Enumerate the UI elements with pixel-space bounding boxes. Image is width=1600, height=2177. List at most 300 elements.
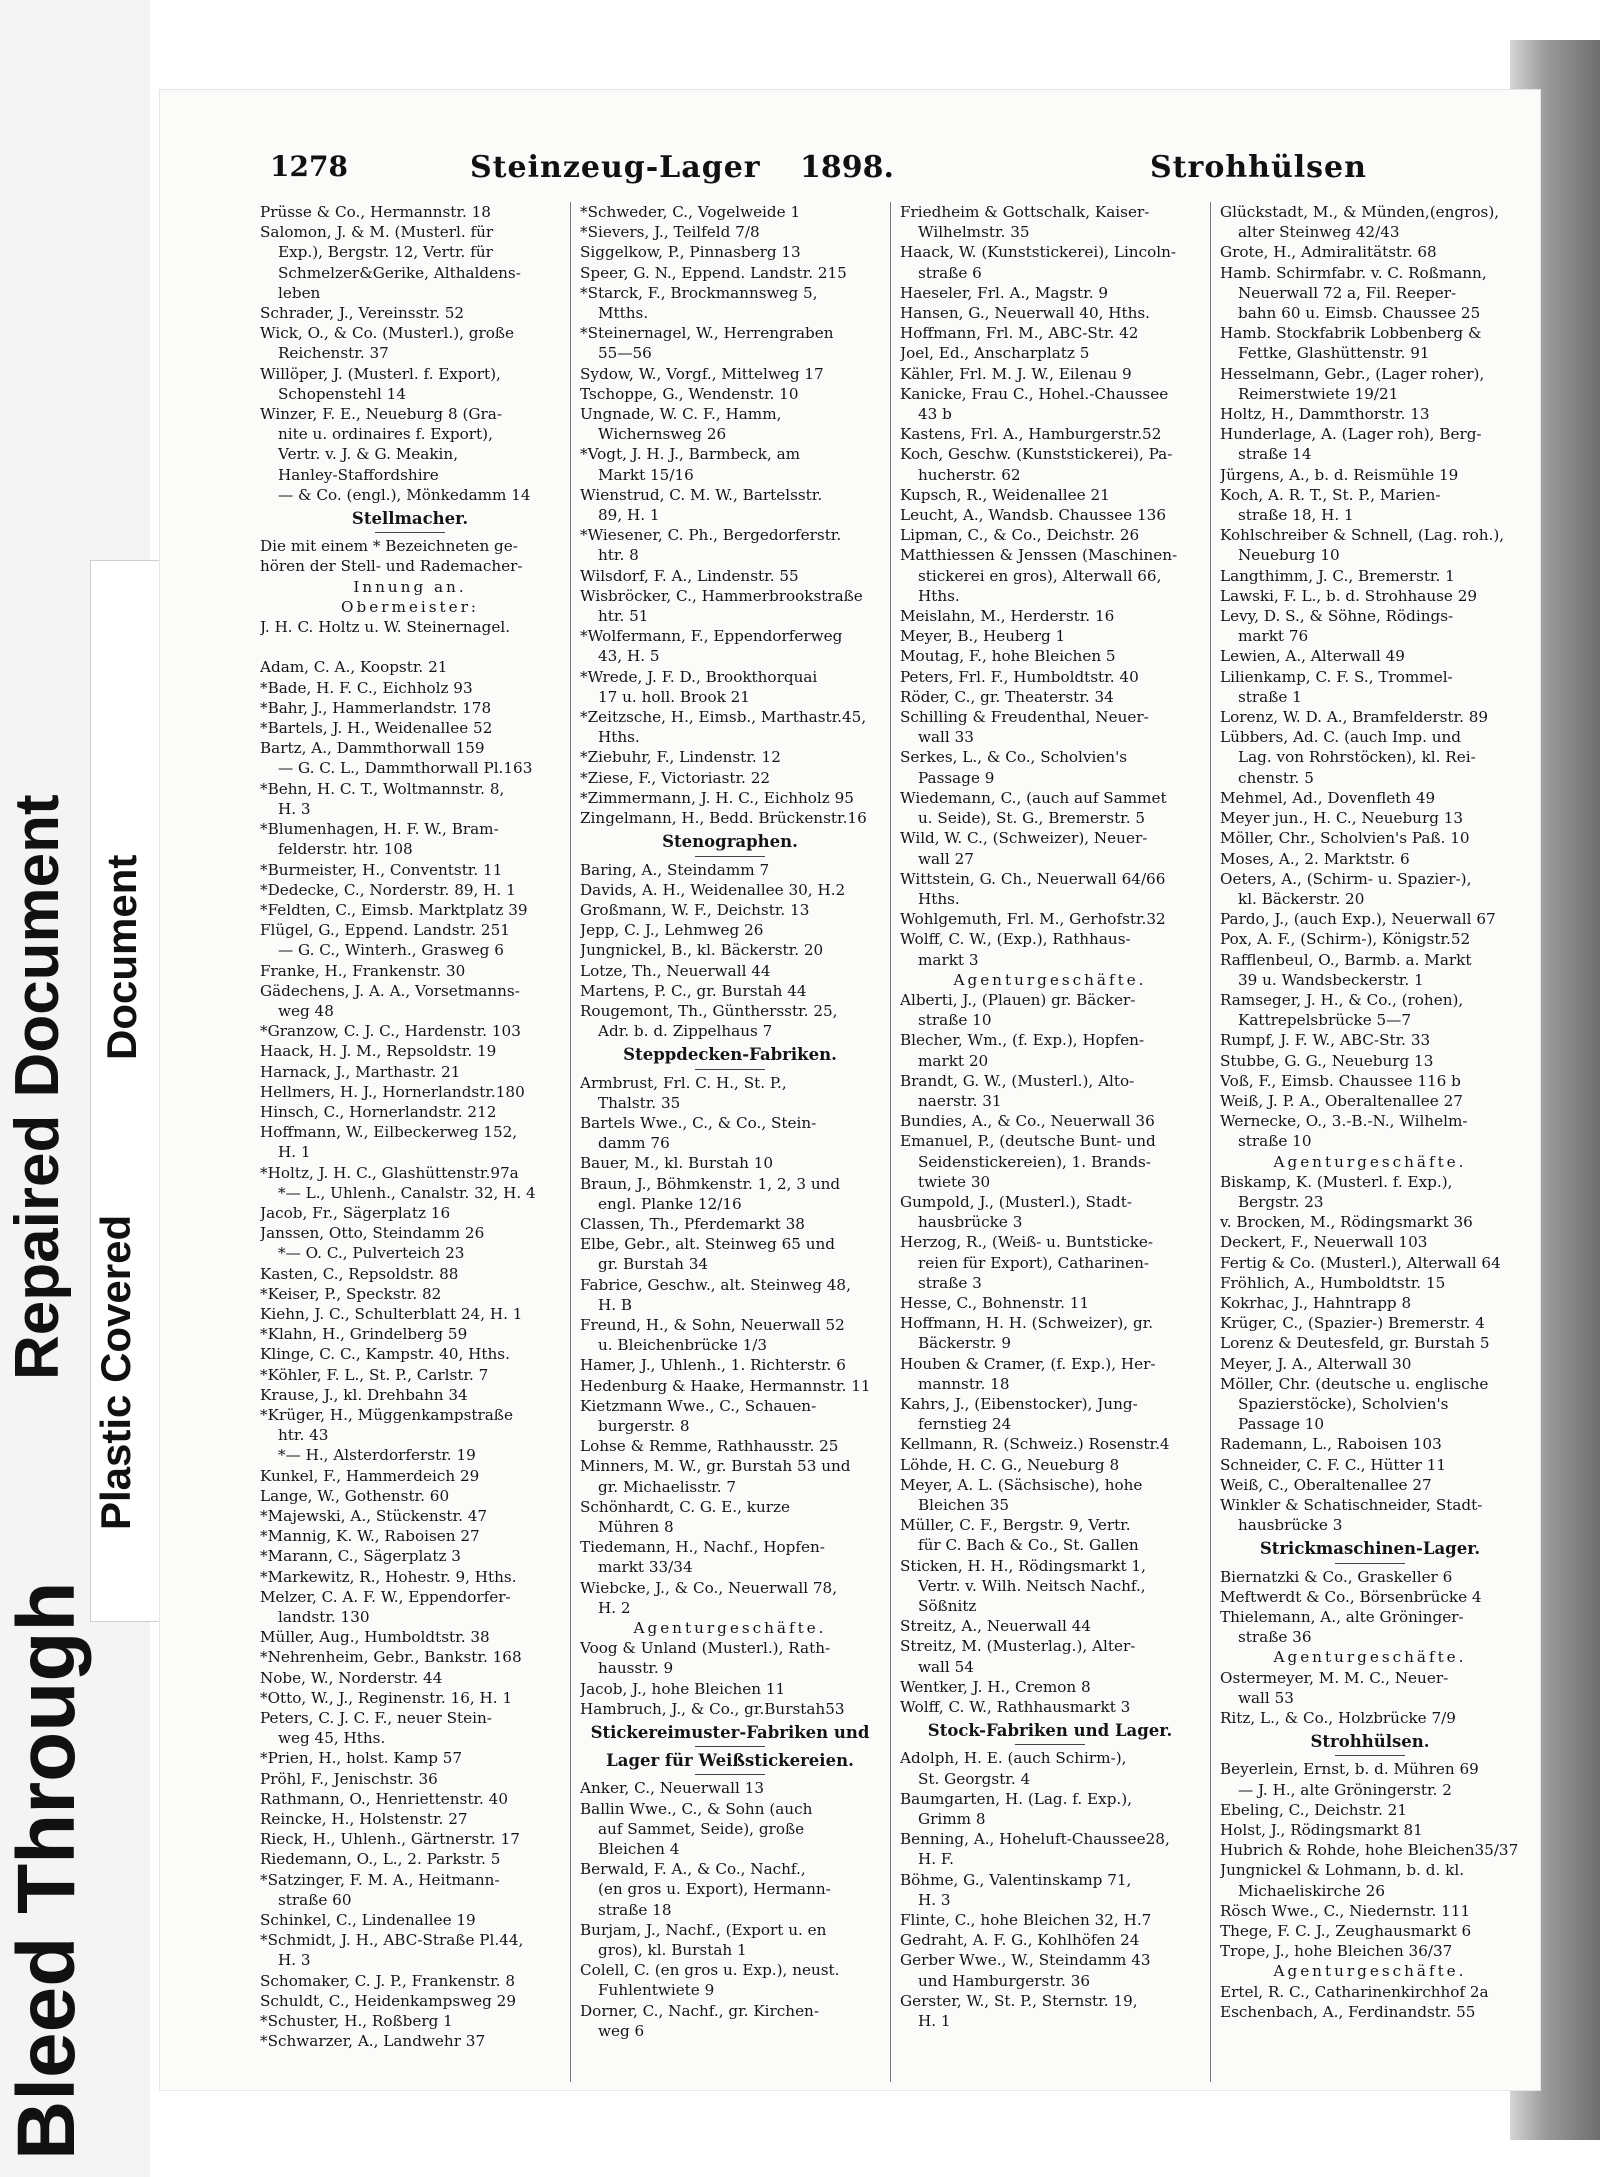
directory-entry-line: Gädechens, J. A. A., Vorsetmanns- (260, 981, 520, 1000)
directory-entry-line: Emanuel, P., (deutsche Bunt- und (900, 1132, 1156, 1151)
directory-entry-line: *Prien, H., holst. Kamp 57 (260, 1749, 463, 1768)
directory-entry-line: Schinkel, C., Lindenallee 19 (260, 1911, 476, 1930)
directory-entry-line: Tiedemann, H., Nachf., Hopfen- (580, 1538, 825, 1557)
directory-entry-line: Levy, D. S., & Söhne, Rödings- (1220, 607, 1454, 626)
directory-entry-line: Lorenz, W. D. A., Bramfelderstr. 89 (1220, 708, 1489, 727)
directory-entry-line: Hanley-Staffordshire (278, 465, 439, 484)
directory-entry-line: Voog & Unland (Musterl.), Rath- (580, 1639, 831, 1658)
directory-entry-line: Weiß, C., Oberaltenallee 27 (1220, 1475, 1432, 1494)
directory-entry-line: Kupsch, R., Weidenallee 21 (900, 485, 1110, 504)
directory-entry-line: Adam, C. A., Koopstr. 21 (260, 658, 448, 677)
directory-entry-line: Schomaker, C. J. P., Frankenstr. 8 (260, 1971, 516, 1990)
directory-entry-line: Gerster, W., St. P., Sternstr. 19, (900, 1991, 1138, 2010)
directory-entry-line: Röder, C., gr. Theaterstr. 34 (900, 687, 1114, 706)
directory-entry-line: Neuerwall 72 a, Fil. Reeper- (1238, 283, 1457, 302)
directory-entry-line: Riedemann, O., L., 2. Parkstr. 5 (260, 1850, 501, 1869)
plastic-covered-label: Plastic Covered (92, 1214, 139, 1530)
directory-entry-line: Gedraht, A. F. G., Kohlhöfen 24 (900, 1931, 1140, 1950)
directory-entry-line: *Wrede, J. F. D., Brookthorquai (580, 667, 818, 686)
directory-entry-line: Streitz, A., Neuerwall 44 (900, 1617, 1092, 1636)
directory-entry-line: htr. 51 (598, 607, 649, 626)
directory-entry-line: straße 6 (918, 263, 982, 282)
directory-entry-line: Fettke, Glashüttenstr. 91 (1238, 344, 1430, 363)
directory-entry-line: Kunkel, F., Hammerdeich 29 (260, 1466, 480, 1485)
directory-entry-line: Benning, A., Hoheluft-Chaussee28, (900, 1830, 1170, 1849)
directory-entry-line: Hansen, G., Neuerwall 40, Hths. (900, 304, 1151, 323)
directory-entry-line: Wolff, C. W., Rathhausmarkt 3 (900, 1698, 1131, 1717)
directory-entry-line: *Feldten, C., Eimsb. Marktplatz 39 (260, 900, 528, 919)
directory-entry-line: Biernatzki & Co., Graskeller 6 (1220, 1567, 1453, 1586)
directory-entry-line: Kietzmann Wwe., C., Schauen- (580, 1396, 817, 1415)
document-label: Document (98, 854, 145, 1060)
directory-entry-line: *Otto, W., J., Reginenstr. 16, H. 1 (260, 1688, 513, 1707)
directory-entry-line: Seidenstickereien), 1. Brands- (918, 1152, 1151, 1171)
directory-entry-line: Eschenbach, A., Ferdinandstr. 55 (1220, 2002, 1476, 2021)
column-2 (580, 202, 880, 2082)
directory-entry-line: *Ziebuhr, F., Lindenstr. 12 (580, 748, 781, 767)
directory-entry-line: htr. 43 (278, 1426, 329, 1445)
directory-entry-line: *Markewitz, R., Hohestr. 9, Hths. (260, 1567, 517, 1586)
directory-entry-line: Michaeliskirche 26 (1238, 1881, 1385, 1900)
directory-entry-line: Salomon, J. & M. (Musterl. für (260, 223, 494, 242)
directory-entry-line: Davids, A. H., Weidenallee 30, H.2 (580, 880, 846, 899)
directory-entry-line: Jürgens, A., b. d. Reismühle 19 (1220, 465, 1459, 484)
heading-rule (695, 1774, 765, 1775)
directory-entry-line: twiete 30 (918, 1172, 991, 1191)
directory-entry-line: *Wiesener, C. Ph., Bergedorferstr. (580, 526, 842, 545)
directory-entry-line: H. 3 (278, 799, 311, 818)
directory-entry-line: — & Co. (engl.), Mönkedamm 14 (278, 485, 531, 504)
directory-entry-line: H. 2 (598, 1598, 631, 1617)
directory-entry-line: Armbrust, Frl. C. H., St. P., (580, 1073, 787, 1092)
directory-entry-line: engl. Planke 12/16 (598, 1194, 742, 1213)
directory-entry-line: Bleichen 35 (918, 1496, 1010, 1514)
directory-entry-line: Vertr. v. J. & G. Meakin, (278, 445, 459, 464)
directory-entry-line: Leucht, A., Wandsb. Chaussee 136 (900, 506, 1166, 525)
directory-entry-line: *Schwarzer, A., Landwehr 37 (260, 2032, 486, 2051)
directory-entry-line: Ungnade, W. C. F., Hamm, (580, 405, 782, 424)
directory-entry-line: Lewien, A., Alterwall 49 (1220, 647, 1405, 666)
heading-rule (695, 1746, 765, 1747)
directory-entry-line: Moses, A., 2. Marktstr. 6 (1220, 849, 1410, 868)
directory-entry-line: Joel, Ed., Anscharplatz 5 (900, 344, 1090, 363)
directory-entry-line: Wichernsweg 26 (598, 425, 727, 444)
directory-entry-line: Rafflenbeul, O., Barmb. a. Markt (1220, 950, 1472, 969)
directory-entry-line: *Schweder, C., Vogelweide 1 (580, 203, 801, 221)
directory-entry-line: Wolff, C. W., (Exp.), Rathhaus- (900, 930, 1131, 949)
directory-entry-line: *Keiser, P., Speckstr. 82 (260, 1284, 442, 1303)
directory-entry-line: Holtz, H., Dammthorstr. 13 (1220, 405, 1430, 424)
directory-entry-line: Classen, Th., Pferdemarkt 38 (580, 1214, 805, 1233)
directory-entry-line: Fuhlentwiete 9 (598, 1981, 715, 2000)
directory-entry-line: hausstr. 9 (598, 1659, 674, 1678)
directory-entry-line: Blecher, Wm., (f. Exp.), Hopfen- (900, 1031, 1145, 1050)
directory-entry-line: Rathmann, O., Henriettenstr. 40 (260, 1789, 509, 1808)
directory-entry-line: Glückstadt, M., & Münden,(engros), (1220, 203, 1500, 221)
directory-entry-line: Harnack, J., Marthastr. 21 (260, 1062, 461, 1081)
directory-entry-line: Neueburg 10 (1238, 546, 1340, 565)
directory-entry-line: Gerber Wwe., W., Steindamm 43 (900, 1951, 1151, 1970)
directory-entry-line: Franke, H., Frankenstr. 30 (260, 961, 466, 980)
directory-entry-line: Kattrepelsbrücke 5—7 (1238, 1011, 1412, 1030)
directory-entry-line: *Behn, H. C. T., Woltmannstr. 8, (260, 779, 505, 798)
directory-entry-line: Kähler, Frl. M. J. W., Eilenau 9 (900, 364, 1132, 383)
directory-entry-line: *— H., Alsterdorferstr. 19 (278, 1446, 476, 1465)
directory-entry-line: Meftwerdt & Co., Börsenbrücke 4 (1220, 1587, 1482, 1606)
directory-entry-line: burgerstr. 8 (598, 1416, 690, 1435)
directory-entry-line: Grimm 8 (918, 1810, 986, 1829)
directory-entry-line: Adolph, H. E. (auch Schirm-), (900, 1749, 1127, 1768)
directory-entry-line: Haeseler, Frl. A., Magstr. 9 (900, 283, 1109, 302)
directory-entry-line (260, 637, 560, 657)
directory-entry-line: Lorenz & Deutesfeld, gr. Burstah 5 (1220, 1334, 1490, 1353)
directory-entry-line: Vertr. v. Wilh. Neitsch Nachf., (918, 1576, 1146, 1595)
directory-entry-line: markt 76 (1238, 627, 1309, 646)
directory-entry-line: Siggelkow, P., Pinnasberg 13 (580, 243, 801, 262)
directory-entry-line: Wiebcke, J., & Co., Neuerwall 78, (580, 1578, 838, 1597)
directory-entry-line: Wisbröcker, C., Hammerbrookstraße (580, 586, 863, 605)
subsection-heading: Agenturgeschäfte. (1273, 1962, 1467, 1981)
directory-entry-line: Hesselmann, Gebr., (Lager roher), (1220, 364, 1485, 383)
directory-entry-line: *Majewski, A., Stückenstr. 47 (260, 1507, 488, 1525)
directory-entry-line: Hths. (598, 728, 640, 747)
directory-entry-line: kl. Bäckerstr. 20 (1238, 889, 1365, 908)
directory-entry-line: Innung an. (353, 577, 467, 596)
directory-entry-line: straße 3 (918, 1273, 982, 1292)
running-head-right: Strohhülsen (1150, 150, 1367, 185)
directory-entry-line: Meislahn, M., Herderstr. 16 (900, 607, 1115, 626)
directory-entry-line: Zingelmann, H., Bedd. Brückenstr.16 (580, 809, 867, 828)
directory-entry-line: *Zeitzsche, H., Eimsb., Marthastr.45, (580, 708, 867, 727)
directory-entry-line: Jungnickel, B., kl. Bäckerstr. 20 (580, 941, 824, 960)
directory-entry-line: H. F. (918, 1850, 954, 1869)
directory-entry-line: H. 1 (278, 1143, 311, 1162)
directory-entry-line: *Vogt, J. H. J., Barmbeck, am (580, 445, 801, 464)
directory-entry-line: *Zimmermann, J. H. C., Eichholz 95 (580, 788, 854, 807)
directory-entry-line: Passage 10 (1238, 1415, 1325, 1434)
directory-entry-line: Matthiessen & Jenssen (Maschinen- (900, 546, 1178, 565)
directory-entry-line: Baumgarten, H. (Lag. f. Exp.), (900, 1789, 1132, 1808)
heading-rule (1335, 1755, 1405, 1756)
directory-entry-line: Exp.), Bergstr. 12, Vertr. für (278, 243, 493, 262)
directory-entry-line: *Marann, C., Sägerplatz 3 (260, 1547, 461, 1566)
repaired-document-label: Repaired Document (3, 794, 72, 1380)
directory-entry-line: Winkler & Schatischneider, Stadt- (1220, 1496, 1483, 1514)
directory-entry-line: *Starck, F., Brockmannsweg 5, (580, 283, 818, 302)
directory-entry-line: Kiehn, J. C., Schulterblatt 24, H. 1 (260, 1304, 523, 1323)
section-heading: Steppdecken-Fabriken. (623, 1045, 837, 1065)
directory-entry-line: landstr. 130 (278, 1608, 370, 1627)
section-heading: Lager für Weißstickereien. (606, 1751, 854, 1771)
directory-entry-line: Baring, A., Steindamm 7 (580, 860, 770, 879)
heading-rule (1015, 1744, 1085, 1745)
section-heading: Strohhülsen. (1310, 1732, 1430, 1752)
directory-entry-line: Möller, Chr. (deutsche u. englische (1220, 1374, 1489, 1393)
directory-entry-line: markt 20 (918, 1051, 989, 1070)
directory-entry-line: Die mit einem * Bezeichneten ge- (260, 537, 518, 556)
directory-entry-line: Nobe, W., Norderstr. 44 (260, 1668, 443, 1687)
directory-entry-line: Schuldt, C., Heidenkampsweg 29 (260, 1991, 516, 2010)
section-heading: Stenographen. (662, 832, 798, 852)
directory-entry-line: Hinsch, C., Hornerlandstr. 212 (260, 1102, 497, 1121)
directory-entry-line: Kohlschreiber & Schnell, (Lag. roh.), (1220, 526, 1505, 545)
directory-entry-line: Friedheim & Gottschalk, Kaiser- (900, 203, 1150, 221)
directory-entry-line: *Bahr, J., Hammerlandstr. 178 (260, 698, 492, 717)
directory-entry-line: fernstieg 24 (918, 1415, 1012, 1434)
directory-entry-line: 43, H. 5 (598, 647, 660, 666)
directory-entry-line: Kastens, Frl. A., Hamburgerstr.52 (900, 425, 1162, 444)
directory-entry-line: Hubrich & Rohde, hohe Bleichen35/37 (1220, 1841, 1519, 1860)
subsection-heading: Agenturgeschäfte. (1273, 1648, 1467, 1667)
directory-entry-line: *— L., Uhlenh., Canalstr. 32, H. 4 (278, 1183, 536, 1202)
directory-entry-line: H. 1 (918, 2012, 951, 2031)
directory-entry-line: Peters, Frl. F., Humboldtstr. 40 (900, 667, 1139, 686)
directory-entry-line: damm 76 (598, 1134, 670, 1153)
directory-entry-line: Pardo, J., (auch Exp.), Neuerwall 67 (1220, 910, 1496, 929)
directory-entry-line: Müller, C. F., Bergstr. 9, Vertr. (900, 1516, 1131, 1535)
directory-entry-line: Prüsse & Co., Hermannstr. 18 (260, 203, 491, 221)
directory-entry-line: wall 33 (918, 728, 974, 747)
directory-entry-line: Alberti, J., (Plauen) gr. Bäcker- (900, 990, 1136, 1009)
directory-entry-line: Peters, C. J. C. F., neuer Stein- (260, 1709, 492, 1728)
directory-entry-line: htr. 8 (598, 546, 639, 565)
directory-entry-line: Thalstr. 35 (598, 1093, 681, 1112)
directory-entry-line: *Schmidt, J. H., ABC-Straße Pl.44, (260, 1931, 524, 1950)
directory-entry-line: Speer, G. N., Eppend. Landstr. 215 (580, 263, 847, 282)
directory-entry-line: Herzog, R., (Weiß- u. Buntsticke- (900, 1233, 1154, 1252)
directory-entry-line: Löhde, H. C. G., Neueburg 8 (900, 1455, 1120, 1474)
directory-entry-line: Obermeister: (341, 597, 479, 616)
directory-entry-line: Wienstrud, C. M. W., Bartelsstr. (580, 485, 823, 504)
directory-entry-line: wall 54 (918, 1657, 974, 1676)
directory-entry-line: felderstr. htr. 108 (278, 840, 413, 859)
directory-entry-line: Rumpf, J. F. W., ABC-Str. 33 (1220, 1031, 1431, 1050)
directory-entry-line: Pröhl, F., Jenischstr. 36 (260, 1769, 438, 1788)
directory-entry-line: *Köhler, F. L., St. P., Carlstr. 7 (260, 1365, 489, 1384)
directory-entry-line: Haack, H. J. M., Repsoldstr. 19 (260, 1042, 497, 1061)
directory-entry-line: Bleichen 4 (598, 1840, 680, 1859)
directory-entry-line: Schopenstehl 14 (278, 384, 407, 403)
directory-entry-line: Reimerstwiete 19/21 (1238, 384, 1399, 403)
directory-entry-line: Anker, C., Neuerwall 13 (580, 1779, 764, 1798)
directory-entry-line: weg 48 (278, 1001, 334, 1020)
directory-entry-line: Koch, Geschw. (Kunststickerei), Pa- (900, 445, 1173, 464)
directory-entry-line: Meyer, B., Heuberg 1 (900, 627, 1066, 646)
directory-entry-line: *Dedecke, C., Norderstr. 89, H. 1 (260, 880, 516, 899)
directory-entry-line: Hamb. Stockfabrik Lobbenberg & (1220, 324, 1482, 343)
directory-entry-line: Hoffmann, H. H. (Schweizer), gr. (900, 1314, 1154, 1333)
directory-entry-line: Krüger, C., (Spazier-) Bremerstr. 4 (1220, 1314, 1485, 1333)
directory-entry-line: Lohse & Remme, Rathhausstr. 25 (580, 1437, 839, 1456)
directory-entry-line: Jacob, J., hohe Bleichen 11 (580, 1679, 786, 1698)
directory-entry-line: *Satzinger, F. M. A., Heitmann- (260, 1870, 500, 1889)
directory-entry-line: Bundies, A., & Co., Neuerwall 36 (900, 1112, 1155, 1131)
directory-entry-line: markt 33/34 (598, 1558, 693, 1577)
page-number: 1278 (270, 150, 348, 183)
directory-entry-line: Pox, A. F., (Schirm-), Königstr.52 (1220, 930, 1471, 949)
directory-entry-line: Holst, J., Rödingsmarkt 81 (1220, 1821, 1423, 1840)
directory-entry-line: Moutag, F., hohe Bleichen 5 (900, 647, 1116, 666)
directory-entry-line: Fabrice, Geschw., alt. Steinweg 48, (580, 1275, 851, 1294)
heading-rule (375, 532, 445, 533)
directory-entry-line: Rademann, L., Raboisen 103 (1220, 1435, 1442, 1454)
directory-entry-line: Hellmers, H. J., Hornerlandstr.180 (260, 1082, 525, 1101)
directory-entry-line: Minners, M. W., gr. Burstah 53 und (580, 1457, 851, 1476)
directory-entry-line: stickerei en gros), Alterwall 66, (918, 566, 1162, 585)
directory-entry-line: Großmann, W. F., Deichstr. 13 (580, 900, 810, 919)
directory-entry-line: naerstr. 31 (918, 1091, 1002, 1110)
directory-entry-line: Gumpold, J., (Musterl.), Stadt- (900, 1192, 1132, 1211)
directory-entry-line: *Wolfermann, F., Eppendorferweg (580, 627, 843, 646)
directory-entry-line: Lübbers, Ad. C. (auch Imp. und (1220, 728, 1462, 747)
directory-entry-line: Ostermeyer, M. M. C., Neuer- (1220, 1668, 1449, 1687)
section-heading: Stellmacher. (351, 509, 469, 529)
directory-entry-line: Wittstein, G. Ch., Neuerwall 64/66 (900, 869, 1166, 888)
directory-entry-line: Lag. von Rohrstöcken), kl. Rei- (1238, 748, 1476, 767)
directory-entry-line: Kokrhac, J., Hahntrapp 8 (1220, 1293, 1412, 1312)
directory-entry-line: bahn 60 u. Eimsb. Chaussee 25 (1238, 304, 1481, 323)
directory-entry-line: Müller, Aug., Humboldtstr. 38 (260, 1628, 490, 1647)
directory-entry-line: Burjam, J., Nachf., (Export u. en (580, 1920, 827, 1939)
directory-entry-line: *Schuster, H., Roßberg 1 (260, 2012, 453, 2031)
directory-entry-line: — G. C. L., Dammthorwall Pl.163 (278, 759, 533, 778)
page-header (270, 150, 1530, 196)
directory-entry-line: Hths. (918, 586, 960, 605)
directory-entry-line: Janssen, Otto, Steindamm 26 (260, 1224, 485, 1243)
directory-entry-line: Willöper, J. (Musterl. f. Export), (260, 364, 501, 383)
directory-entry-line: Krause, J., kl. Drehbahn 34 (260, 1385, 468, 1404)
directory-entry-line: straße 36 (1238, 1628, 1312, 1647)
directory-entry-line: *Bade, H. F. C., Eichholz 93 (260, 678, 473, 697)
directory-entry-line: Freund, H., & Sohn, Neuerwall 52 (580, 1315, 845, 1334)
directory-entry-line: (en gros u. Export), Hermann- (598, 1880, 831, 1899)
directory-entry-line: Wohlgemuth, Frl. M., Gerhofstr.32 (900, 910, 1166, 929)
directory-entry-line: Wiedemann, C., (auch auf Sammet (900, 788, 1167, 807)
directory-entry-line: *Klahn, H., Grindelberg 59 (260, 1325, 468, 1344)
directory-entry-line: chenstr. 5 (1238, 768, 1314, 787)
directory-entry-line: weg 6 (598, 2021, 645, 2040)
page-year: 1898. (800, 150, 894, 185)
directory-entry-line: Wentker, J. H., Cremon 8 (900, 1677, 1091, 1696)
directory-entry-line: Meyer, A. L. (Sächsische), hohe (900, 1475, 1143, 1494)
directory-entry-line: 43 b (918, 405, 952, 424)
directory-entry-line: Möller, Chr., Scholvien's Paß. 10 (1220, 829, 1470, 848)
directory-entry-line: Schmelzer&Gerike, Althaldens- (278, 263, 521, 282)
directory-entry-line: *— O. C., Pulverteich 23 (278, 1244, 465, 1263)
heading-rule (1335, 1563, 1405, 1564)
column-3 (900, 202, 1200, 2082)
directory-entry-line: Hoffmann, Frl. M., ABC-Str. 42 (900, 324, 1139, 343)
directory-entry-line: hausbrücke 3 (1238, 1516, 1343, 1535)
directory-entry-line: Sticken, H. H., Rödingsmarkt 1, (900, 1556, 1146, 1575)
directory-entry-line: Hamer, J., Uhlenh., 1. Richterstr. 6 (580, 1356, 846, 1375)
directory-entry-line: Bergstr. 23 (1238, 1192, 1324, 1211)
directory-entry-line: nite u. ordinaires f. Export), (278, 425, 493, 444)
directory-entry-line: Ballin Wwe., C., & Sohn (auch (580, 1799, 813, 1818)
running-head-left: Steinzeug-Lager (470, 150, 761, 185)
directory-entry-line: reien für Export), Catharinen- (918, 1253, 1150, 1272)
directory-entry-line: H. 3 (918, 1890, 951, 1909)
directory-entry-line: Dorner, C., Nachf., gr. Kirchen- (580, 2001, 819, 2020)
directory-entry-line: — J. H., alte Gröningerstr. 2 (1238, 1780, 1452, 1799)
directory-entry-line: Klinge, C. C., Kampstr. 40, Hths. (260, 1345, 510, 1364)
directory-entry-line: Bartels Wwe., C., & Co., Stein- (580, 1113, 817, 1132)
directory-entry-line: Winzer, F. E., Neueburg 8 (Gra- (260, 405, 502, 424)
directory-entry-line: gr. Michaelisstr. 7 (598, 1477, 737, 1496)
directory-page (160, 90, 1540, 2090)
directory-entry-line: Melzer, C. A. F. W., Eppendorfer- (260, 1587, 511, 1606)
directory-entry-line: Hedenburg & Haake, Hermannstr. 11 (580, 1376, 871, 1395)
directory-entry-line: Hunderlage, A. (Lager roh), Berg- (1220, 425, 1482, 444)
directory-entry-line: Schilling & Freudenthal, Neuer- (900, 708, 1149, 727)
directory-entry-line: Rieck, H., Uhlenh., Gärtnerstr. 17 (260, 1830, 520, 1849)
directory-entry-line: u. Bleichenbrücke 1/3 (598, 1336, 768, 1355)
directory-entry-line: Kahrs, J., (Eibenstocker), Jung- (900, 1394, 1138, 1413)
directory-entry-line: Wernecke, O., 3.-B.-N., Wilhelm- (1220, 1112, 1468, 1131)
directory-entry-line: straße 1 (1238, 687, 1302, 706)
directory-entry-line: 89, H. 1 (598, 506, 660, 525)
directory-entry-line: Kanicke, Frau C., Hohel.-Chaussee (900, 384, 1169, 403)
directory-entry-line: Schneider, C. F. C., Hütter 11 (1220, 1455, 1447, 1474)
directory-entry-line: J. H. C. Holtz u. W. Steinernagel. (260, 618, 511, 637)
directory-entry-line: Rougemont, Th., Günthersstr. 25, (580, 1001, 838, 1020)
directory-entry-line: Jacob, Fr., Sägerplatz 16 (260, 1203, 451, 1222)
directory-entry-line: Sößnitz (918, 1597, 977, 1616)
directory-entry-line: — G. C., Winterh., Grasweg 6 (278, 941, 504, 960)
directory-entry-line: Berwald, F. A., & Co., Nachf., (580, 1860, 806, 1879)
directory-entry-line: wall 27 (918, 849, 974, 868)
directory-entry-line: Deckert, F., Neuerwall 103 (1220, 1233, 1428, 1252)
directory-entry-line: Langthimm, J. C., Bremerstr. 1 (1220, 566, 1455, 585)
directory-entry-line: Hambruch, J., & Co., gr.Burstah53 (580, 1699, 845, 1718)
directory-entry-line: Ritz, L., & Co., Holzbrücke 7/9 (1220, 1709, 1456, 1728)
column-4 (1220, 202, 1520, 2082)
directory-entry-line: Schrader, J., Vereinsstr. 52 (260, 304, 465, 323)
bleed-through-label: Bleed Through (1, 1581, 92, 2160)
directory-entry-line: *Krüger, H., Müggenkampstraße (260, 1405, 513, 1424)
directory-entry-line: *Burmeister, H., Conventstr. 11 (260, 860, 503, 879)
directory-entry-line: Passage 9 (918, 768, 995, 787)
section-heading: Stickereimuster-Fabriken und (590, 1723, 870, 1743)
directory-entry-line: Weiß, J. P. A., Oberaltenallee 27 (1220, 1091, 1463, 1110)
subsection-heading: Agenturgeschäfte. (953, 970, 1147, 989)
directory-entry-line: Lange, W., Gothenstr. 60 (260, 1486, 450, 1505)
directory-entry-line: straße 18, H. 1 (1238, 506, 1354, 525)
directory-entry-line: *Blumenhagen, H. F. W., Bram- (260, 820, 499, 839)
directory-entry-line: Wilhelmstr. 35 (918, 223, 1030, 242)
directory-entry-line: Biskamp, K. (Musterl. f. Exp.), (1220, 1172, 1453, 1191)
heading-rule (695, 1069, 765, 1070)
directory-entry-line: Flügel, G., Eppend. Landstr. 251 (260, 921, 510, 940)
directory-entry-line: Bauer, M., kl. Burstah 10 (580, 1154, 774, 1173)
directory-entry-line: gros), kl. Burstah 1 (598, 1941, 747, 1960)
directory-entry-line: Thielemann, A., alte Gröninger- (1220, 1608, 1464, 1627)
directory-entry-line: Lawski, F. L., b. d. Strohhause 29 (1220, 586, 1478, 605)
directory-entry-line: Trope, J., hohe Bleichen 36/37 (1220, 1942, 1453, 1961)
directory-entry-line: Adr. b. d. Zippelhaus 7 (598, 1022, 773, 1041)
directory-entry-line: *Ziese, F., Victoriastr. 22 (580, 768, 771, 787)
directory-entry-line: Spazierstöcke), Scholvien's (1238, 1394, 1449, 1413)
directory-entry-line: straße 10 (1238, 1132, 1312, 1151)
section-heading: Stock-Fabriken und Lager. (927, 1721, 1173, 1741)
directory-entry-line: u. Seide), St. G., Bremerstr. 5 (918, 809, 1146, 828)
directory-entry-line: Lilienkamp, C. F. S., Trommel- (1220, 667, 1453, 686)
directory-entry-line: straße 18 (598, 1900, 672, 1919)
directory-entry-line: St. Georgstr. 4 (918, 1769, 1031, 1788)
directory-entry-line: Stubbe, G. G., Neueburg 13 (1220, 1051, 1434, 1070)
directory-entry-line: H. B (598, 1295, 633, 1314)
directory-entry-line: Wild, W. C., (Schweizer), Neuer- (900, 829, 1148, 848)
